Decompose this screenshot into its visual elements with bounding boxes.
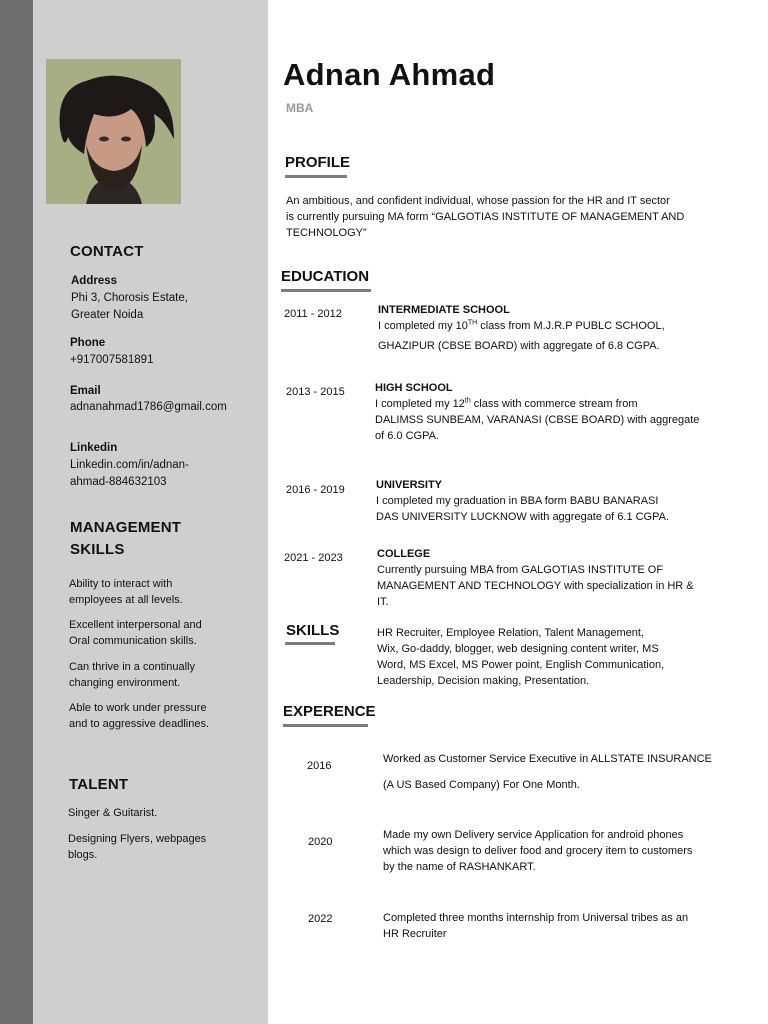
education-entry: UNIVERSITY I completed my graduation in BBA form BABU BANARASI DAS UNIVERSITY LUCKNOW with aggregate of 6.1 CGPA. xyxy=(376,479,670,523)
mgmt-skill-item: Ability to interact with employees at all levels. xyxy=(69,578,183,606)
linkedin-label: Linkedin xyxy=(70,442,118,454)
education-entry: COLLEGE Currently pursuing MBA from GALGOTIAS INSTITUTE OF MANAGEMENT AND TECHNOLOGY with specialization in HR & IT. xyxy=(377,548,694,608)
education-year: 2016 - 2019 xyxy=(286,484,345,496)
education-year: 2013 - 2015 xyxy=(286,386,345,398)
mgmt-skill-item: Able to work under pressure and to aggressive deadlines. xyxy=(69,702,210,730)
linkedin-link[interactable]: Linkedin.com/in/adnan- ahmad-884632103 xyxy=(70,459,189,488)
mgmt-skill-item: Can thrive in a continually changing environment. xyxy=(69,661,195,689)
education-year: 2011 - 2012 xyxy=(284,308,342,320)
email-label: Email xyxy=(70,385,101,397)
education-heading: EDUCATION xyxy=(281,268,370,285)
profile-underline xyxy=(285,175,347,178)
email-link[interactable]: adnanahmad1786@gmail.com xyxy=(70,401,227,413)
education-year: 2021 - 2023 xyxy=(284,552,343,564)
phone-label: Phone xyxy=(70,337,106,349)
experience-entry: Made my own Delivery service Application for android phones which was design to deliver food and grocery item to customers by the name of RASHANKART. xyxy=(383,829,693,873)
contact-heading: CONTACT xyxy=(70,243,144,260)
experience-entry: Completed three months internship from Universal tribes as an HR Recruiter xyxy=(383,912,689,940)
talent-item: Singer & Guitarist. xyxy=(68,807,158,819)
experience-entry: Worked as Customer Service Executive in ALLSTATE INSURANCE (A US Based Company) For One Month. xyxy=(383,753,712,791)
skills-list: HR Recruiter, Employee Relation, Talent Management, Wix, Go-daddy, blogger, web designing content writer, MS Word, MS Excel, MS Power point, English Communication, Leadership, Decision making, Presentation. xyxy=(377,627,665,687)
profile-summary: An ambitious, and confident individual, whose passion for the HR and IT sector is currently pursuing MA form “GALGOTIAS INSTITUTE OF MANAGEMENT AND TECHNOLOGY” xyxy=(286,195,685,239)
profile-heading: PROFILE xyxy=(285,154,351,171)
profile-photo xyxy=(46,59,181,204)
left-accent-stripe xyxy=(0,0,33,1024)
mgmt-skill-item: Excellent interpersonal and Oral communication skills. xyxy=(69,619,202,647)
candidate-name: Adnan Ahmad xyxy=(283,57,496,92)
experience-underline xyxy=(283,724,368,727)
talent-heading: TALENT xyxy=(69,776,129,793)
address-label: Address xyxy=(71,275,118,287)
education-entry: INTERMEDIATE SCHOOL I completed my 10TH class from M.J.R.P PUBLC SCHOOL, GHAZIPUR (CBSE BOARD) with aggregate of 6.8 CGPA. xyxy=(378,304,665,352)
phone-value: +917007581891 xyxy=(70,354,154,366)
talent-item: Designing Flyers, webpages blogs. xyxy=(68,833,207,861)
skills-heading: SKILLS xyxy=(286,622,340,639)
education-entry: HIGH SCHOOL I completed my 12th class with commerce stream from DALIMSS SUNBEAM, VARANASI (CBSE BOARD) with aggregate of 6.0 CGPA. xyxy=(375,382,700,442)
degree-subtitle: MBA xyxy=(286,101,314,115)
experience-year: 2020 xyxy=(308,836,333,848)
education-underline xyxy=(281,289,371,292)
experience-year: 2016 xyxy=(307,760,332,772)
management-skills-heading: MANAGEMENT SKILLS xyxy=(70,519,182,558)
skills-underline xyxy=(285,642,335,645)
experience-heading: EXPERENCE xyxy=(283,703,376,720)
experience-year: 2022 xyxy=(308,913,333,925)
address-value: Phi 3, Chorosis Estate, Greater Noida xyxy=(71,292,188,321)
